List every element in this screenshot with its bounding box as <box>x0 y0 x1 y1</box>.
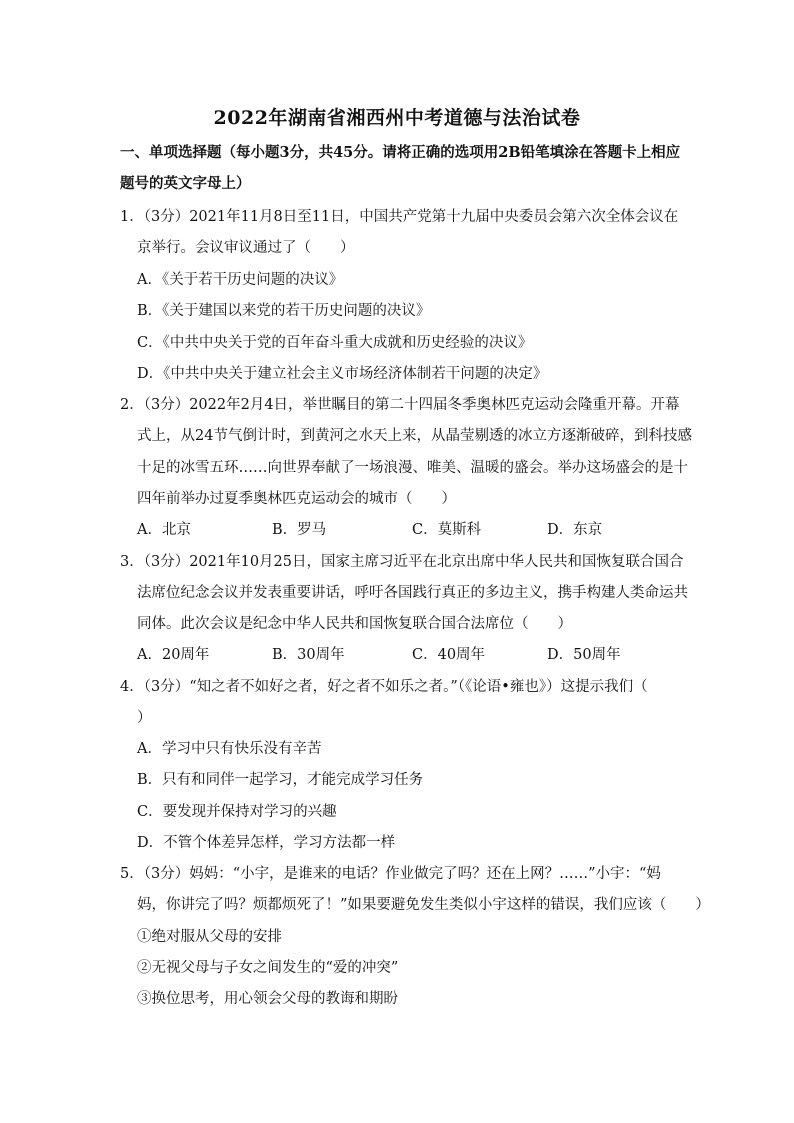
question-1-option-b: B．《关于建国以来党的若干历史问题的决议》 <box>137 303 431 319</box>
question-3-option-a: A．20周年 <box>137 647 210 663</box>
question-2-option-c: C．莫斯科 <box>412 522 482 538</box>
question-2-stem-line-4: 四年前举办过夏季奥林匹克运动会的城市（ ） <box>137 491 456 507</box>
question-2-option-d: D．东京 <box>547 522 603 538</box>
question-4-stem-line-2: ） <box>137 710 152 726</box>
question-2-stem-line-3: 十足的冰雪五环……向世界奉献了一场浪漫、唯美、温暖的盛会。举办这场盛会的是十 <box>137 460 688 476</box>
section-heading <box>120 137 680 199</box>
question-2-option-b: B．罗马 <box>272 522 327 538</box>
section-heading-line-2: 题号的英文字母上） <box>120 175 251 192</box>
question-5-item-2: ②无视父母与子女之间发生的“爱的冲突” <box>137 960 399 976</box>
question-3-option-d: D．50周年 <box>547 647 621 663</box>
question-2-stem-line-2: 式上，从24节气倒计时，到黄河之水天上来，从晶莹剔透的冰立方逐渐破碎，到科技感 <box>137 428 692 444</box>
question-3-stem-line-3: 同体。此次会议是纪念中华人民共和国恢复联合国合法席位（ ） <box>137 616 572 632</box>
question-3-stem-line-2: 法席位纪念会议并发表重要讲话，呼吁各国践行真正的多边主义，携手构建人类命运共 <box>137 585 688 601</box>
question-4-option-d: D．不管个体差异怎样，学习方法都一样 <box>137 835 396 851</box>
question-3-option-b: B．30周年 <box>272 647 345 663</box>
question-1-stem-line-2: 京举行。会议审议通过了（ ） <box>137 240 355 256</box>
question-1-option-c: C．《中共中央关于党的百年奋斗重大成就和历史经验的决议》 <box>137 335 533 351</box>
question-5-item-1: ①绝对服从父母的安排 <box>137 929 282 945</box>
question-1-option-d: D．《中共中央关于建立社会主义市场经济体制若干问题的决定》 <box>137 366 548 382</box>
question-2-stem-line-1: 2．（3分）2022年2月4日，举世瞩目的第二十四届冬季奥林匹克运动会隆重开幕。开幕 <box>120 397 680 413</box>
question-2-option-a: A．北京 <box>137 522 191 538</box>
question-4-option-c: C．要发现并保持对学习的兴趣 <box>137 804 337 820</box>
question-1-option-a: A．《关于若干历史问题的决议》 <box>137 272 344 288</box>
question-1-stem-line-1: 1．（3分）2021年11月8日至11日，中国共产党第十九届中央委员会第六次全体会议在 <box>120 209 679 225</box>
question-5-item-3: ③换位思考，用心领会父母的教诲和期盼 <box>137 991 398 1007</box>
question-4-option-a: A．学习中只有快乐没有辛苦 <box>137 741 322 757</box>
page-title: 2022年湖南省湘西州中考道德与法治试卷 <box>213 107 581 129</box>
question-3-option-c: C．40周年 <box>412 647 486 663</box>
question-5-stem-line-2: 妈，你讲完了吗？烦都烦死了！”如果要避免发生类似小宇这样的错误，我们应该（ ） <box>137 897 710 913</box>
question-4-option-b: B．只有和同伴一起学习，才能完成学习任务 <box>137 772 424 788</box>
question-4-stem-line-1: 4．（3分）“知之者不如好之者，好之者不如乐之者。”（《论语•雍也》）这提示我们（ <box>120 679 648 695</box>
section-heading-line-1: 一、单项选择题（每小题3分，共45分。请将正确的选项用2B铅笔填涂在答题卡上相应 <box>120 144 681 161</box>
question-5-stem-line-1: 5．（3分）妈妈：“小宇，是谁来的电话？作业做完了吗？还在上网？……”小宇：“妈 <box>120 866 661 882</box>
question-3-stem-line-1: 3．（3分）2021年10月25日，国家主席习近平在北京出席中华人民共和国恢复联合国合 <box>120 554 684 570</box>
